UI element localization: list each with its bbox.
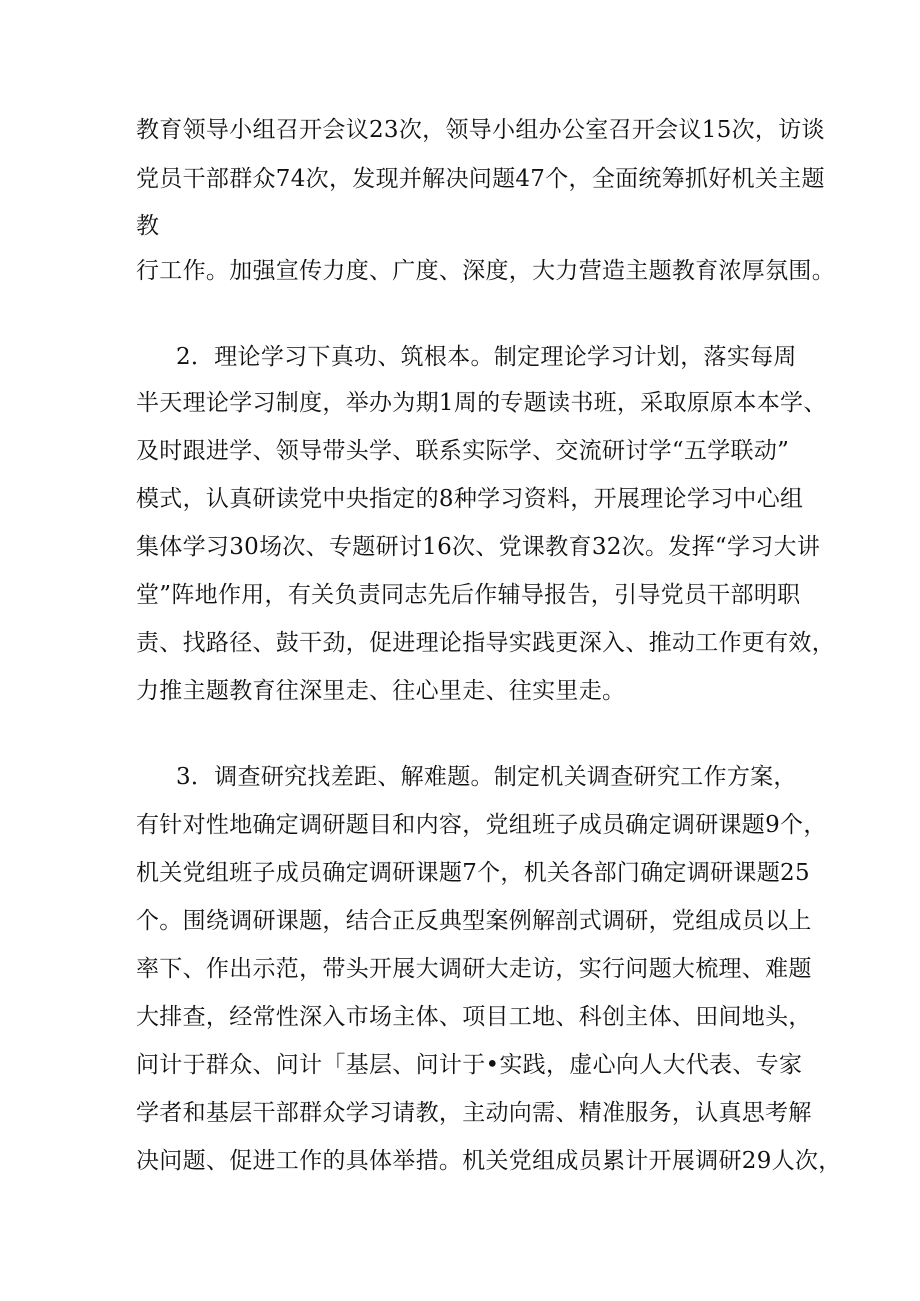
paragraph-line: 教育领导小组召开会议23次，领导小组办公室召开会议15次，访谈 bbox=[136, 117, 825, 143]
paragraph-line: 大排查，经常性深入市场主体、项目工地、科创主体、田间地头， bbox=[136, 1004, 812, 1030]
paragraph-line: 问计于群众、问计「基层、问计于•实践，虚心向人大代表、专家 bbox=[136, 1052, 803, 1078]
paragraph-line: 率下、作出示范，带头开展大调研大走访，实行问题大梳理、难题 bbox=[136, 956, 812, 982]
paragraph-line: 学者和基层干部群众学习请教，主动向需、精准服务，认真思考解 bbox=[136, 1100, 812, 1126]
paragraph-line: 半天理论学习制度，举办为期1周的专题读书班，采取原原本本学、 bbox=[136, 390, 827, 416]
paragraph-line: 有针对性地确定调研题目和内容，党组班子成员确定调研课题9个， bbox=[136, 812, 827, 838]
paragraph-line: 教 bbox=[136, 213, 160, 239]
paragraph-line: 力推主题教育往深里走、往心里走、往实里走。 bbox=[136, 678, 626, 704]
paragraph-line: 决问题、促进工作的具体举措。机关党组成员累计开展调研29人次， bbox=[136, 1148, 842, 1174]
paragraph-line: 集体学习30场次、专题研讨16次、党课教育32次。发挥“学习大讲 bbox=[136, 534, 821, 560]
paragraph-line: 责、找路径、鼓干劲，促进理论指导实践更深入、推动工作更有效， bbox=[136, 630, 835, 656]
paragraph-line: 机关党组班子成员确定调研课题7个，机关各部门确定调研课题25 bbox=[136, 860, 810, 886]
paragraph-line: 3．调查研究找差距、解难题。制定机关调查研究工作方案， bbox=[176, 764, 797, 790]
paragraph-line: 行工作。加强宣传力度、广度、深度，大力营造主题教育浓厚氛围。 bbox=[136, 258, 835, 284]
paragraph-line: 堂”阵地作用，有关负责同志先后作辅导报告，引导党员干部明职 bbox=[136, 582, 801, 608]
paragraph-line: 模式，认真研读党中央指定的8种学习资料，开展理论学习中心组 bbox=[136, 486, 804, 512]
paragraph-line: 2．理论学习下真功、筑根本。制定理论学习计划，落实每周 bbox=[176, 344, 797, 370]
paragraph-line: 及时跟进学、领导带头学、联系实际学、交流研讨学“五学联动” bbox=[136, 438, 790, 464]
paragraph-line: 个。围绕调研课题，结合正反典型案例解剖式调研，党组成员以上 bbox=[136, 908, 812, 934]
paragraph-line: 党员干部群众74次，发现并解决问题47个，全面统筹抓好机关主题 bbox=[136, 166, 825, 192]
